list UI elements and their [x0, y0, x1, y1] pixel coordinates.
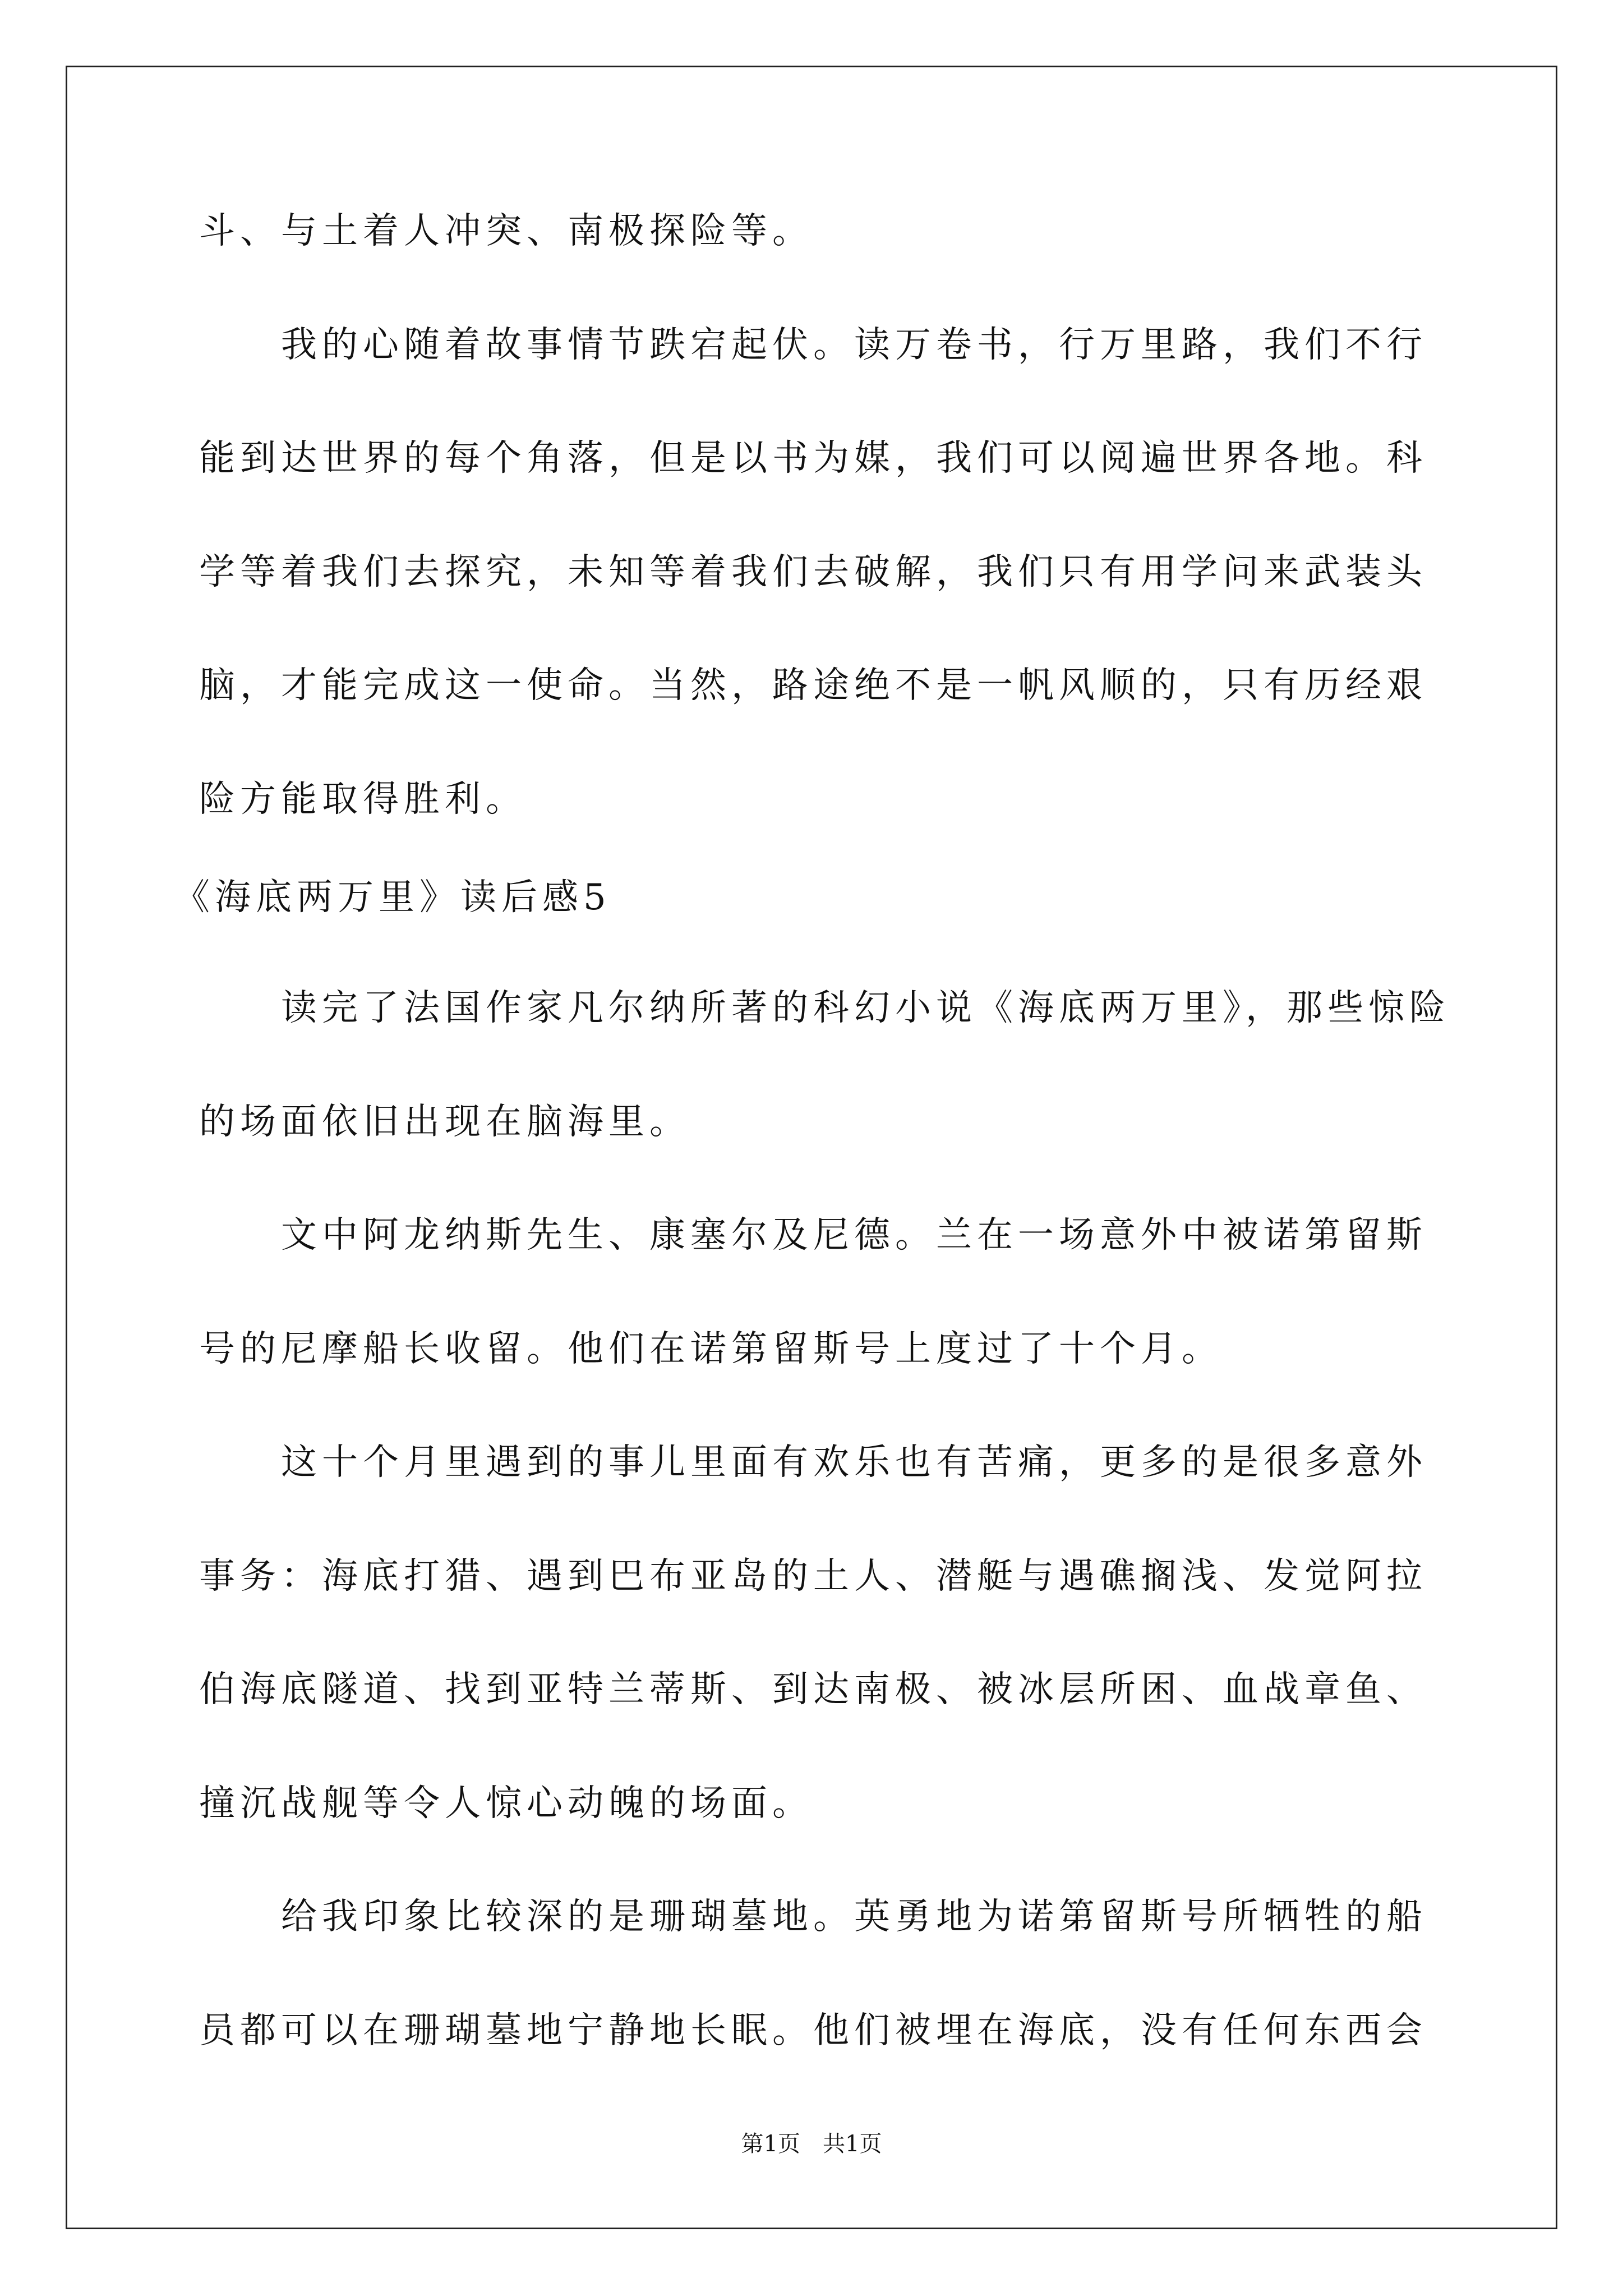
text-line: 伯海底隧道、找到亚特兰蒂斯、到达南极、被冰层所困、血战章鱼、: [199, 1669, 1427, 1710]
text-line: 脑，才能完成这一使命。当然，路途绝不是一帆风顺的，只有历经艰: [199, 665, 1427, 706]
text-line: 我的心随着故事情节跌宕起伏。读万卷书，行万里路，我们不行: [199, 324, 1427, 366]
text-line: 撞沉战舰等令人惊心动魄的场面。: [199, 1783, 813, 1824]
text-line: 的场面依旧出现在脑海里。: [199, 1101, 690, 1143]
page-number-footer: 第1页 共1页: [741, 2131, 882, 2157]
text-line: 事务：海底打猎、遇到巴布亚岛的土人、潜艇与遇礁搁浅、发觉阿拉: [199, 1556, 1427, 1597]
text-line: 能到达世界的每个角落，但是以书为媒，我们可以阅遍世界各地。科: [199, 438, 1427, 479]
text-line: 号的尼摩船长收留。他们在诺第留斯号上度过了十个月。: [199, 1328, 1223, 1370]
section-heading: 《海底两万里》读后感5: [174, 877, 611, 918]
text-line: 员都可以在珊瑚墓地宁静地长眠。他们被埋在海底，没有任何东西会: [199, 2010, 1427, 2051]
text-line: 读完了法国作家凡尔纳所著的科幻小说《海底两万里》，那些惊险: [199, 987, 1450, 1029]
text-line: 斗、与土着人冲突、南极探险等。: [199, 210, 813, 252]
text-line: 文中阿龙纳斯先生、康塞尔及尼德。兰在一场意外中被诺第留斯: [199, 1214, 1427, 1256]
text-line: 学等着我们去探究，未知等着我们去破解，我们只有用学问来武装头: [199, 551, 1427, 593]
text-line: 险方能取得胜利。: [199, 779, 527, 820]
text-line: 给我印象比较深的是珊瑚墓地。英勇地为诺第留斯号所牺牲的船: [199, 1896, 1427, 1938]
text-line: 这十个月里遇到的事儿里面有欢乐也有苦痛，更多的是很多意外: [199, 1442, 1427, 1483]
